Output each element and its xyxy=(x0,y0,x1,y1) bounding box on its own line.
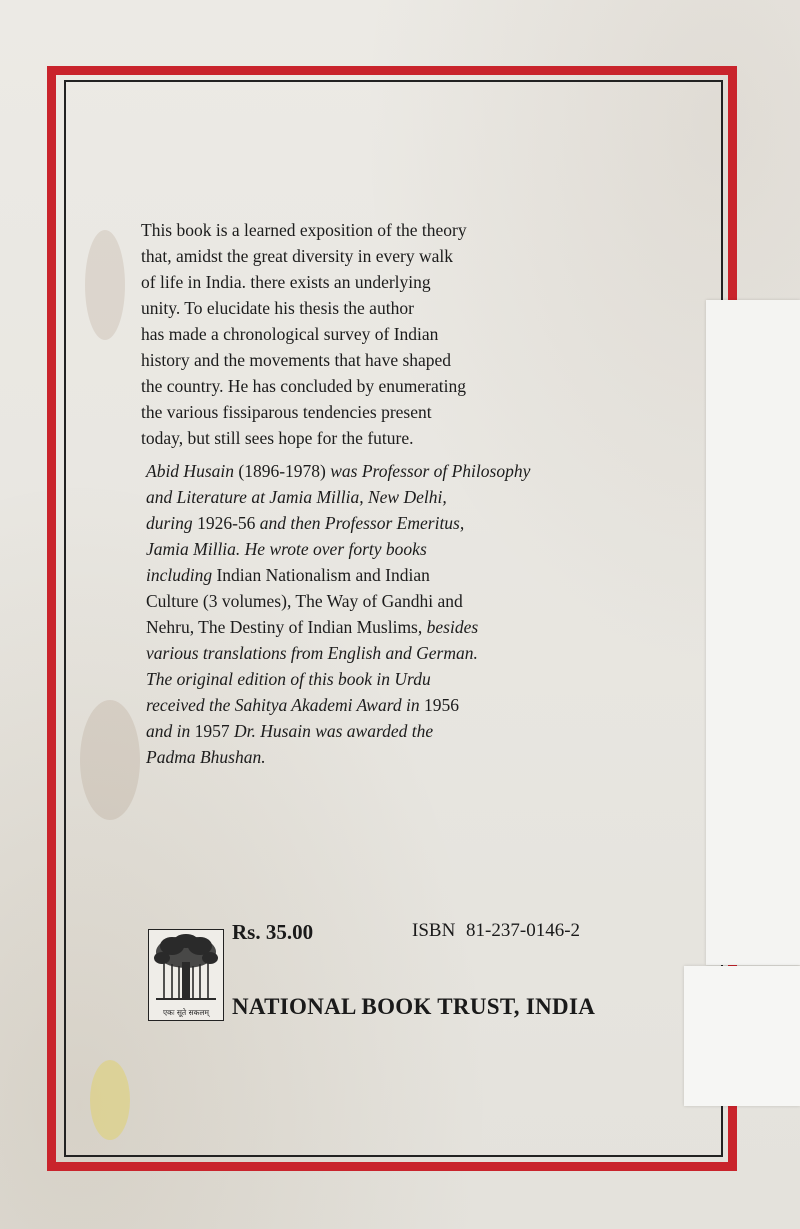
book-blurb xyxy=(141,217,581,451)
bio-line: Jamia Millia. He wrote over forty books xyxy=(146,539,427,559)
bio-line: including Indian Nationalism and Indian xyxy=(146,565,430,585)
blurb-line: has made a chronological survey of Indian xyxy=(141,324,439,344)
publisher-logo xyxy=(148,929,224,1021)
bio-line: Nehru, The Destiny of Indian Muslims, besides xyxy=(146,617,479,637)
author-bio xyxy=(146,458,616,770)
bio-line: The original edition of this book in Urdu xyxy=(146,669,431,689)
blurb-line: history and the movements that have shaped xyxy=(141,350,452,370)
price-label: Rs. 35.00 xyxy=(232,920,314,944)
logo-motto: एकः सूते सकलम् xyxy=(163,1008,209,1017)
bio-line: received the Sahitya Akademi Award in 1956 xyxy=(146,695,459,715)
bio-line: Culture (3 volumes), The Way of Gandhi and xyxy=(146,591,463,611)
publisher-name: NATIONAL BOOK TRUST, INDIA xyxy=(232,994,596,1019)
bio-line: and Literature at Jamia Millia, New Delhi, xyxy=(146,487,447,507)
blurb-line: unity. To elucidate his thesis the author xyxy=(141,298,414,318)
bio-line: and in 1957 Dr. Husain was awarded the xyxy=(146,721,434,741)
blurb-line: today, but still sees hope for the future. xyxy=(141,428,414,448)
tape-strip xyxy=(706,300,800,965)
bio-line: during 1926-56 and then Professor Emeritus, xyxy=(146,513,465,533)
bio-line: Abid Husain (1896-1978) was Professor of Philosophy xyxy=(146,461,531,481)
blurb-line: of life in India. there exists an underlying xyxy=(141,272,431,292)
isbn-label: ISBN 81-237-0146-2 xyxy=(412,920,581,941)
blurb-line: that, amidst the great diversity in every walk xyxy=(141,246,453,266)
banyan-tree-icon xyxy=(152,932,220,1004)
blurb-line: the various fissiparous tendencies present xyxy=(141,402,432,422)
bio-line: various translations from English and German. xyxy=(146,643,478,663)
bio-line: Padma Bhushan. xyxy=(146,747,266,767)
blurb-line: This book is a learned exposition of the theory xyxy=(141,220,467,240)
author-name: Abid Husain xyxy=(146,461,234,481)
blurb-line: the country. He has concluded by enumerating xyxy=(141,376,466,396)
tape-strip xyxy=(684,966,800,1106)
